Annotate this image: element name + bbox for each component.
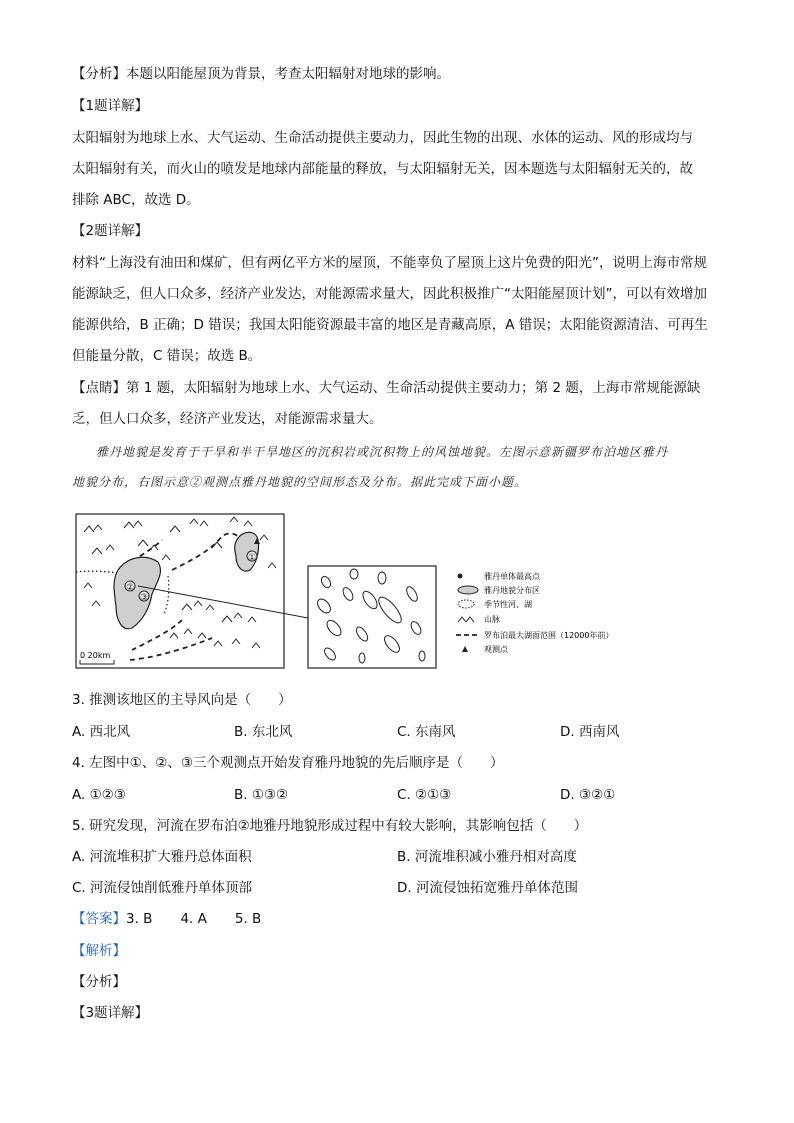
analysis-paragraph: 【分析】本题以阳能屋顶为背景，考查太阳辐射对地球的影响。	[72, 66, 450, 82]
q1-detail-line: 太阳辐射为地球上水、大气运动、生命活动提供主要动力，因此生物的出现、水体的运动、风的形成均与	[72, 130, 693, 146]
question-5-option-b: B. 河流堆积减小雅丹相对高度	[397, 849, 577, 865]
question-4-option-b: B. ①③②	[234, 787, 289, 803]
q2-detail-line: 材料“上海没有油田和煤矿，但有两亿平方米的屋顶，不能辜负了屋顶上这片免费的阳光”，说明上海市常规	[72, 255, 707, 271]
legend-peak: 雅丹单体最高点	[484, 572, 540, 581]
answer-value: 4. A	[180, 911, 207, 927]
answer-line	[72, 909, 261, 929]
q2-detail-line: 能源供给，B 正确；D 错误；我国太阳能资源最丰富的地区是青藏高原，A 错误；太阳能资源清洁、可再生	[72, 317, 708, 333]
point-3-label: ③	[139, 593, 149, 603]
q2-detail-line: 能源缺乏，但人口众多，经济产业发达，对能源需求量大，因此积极推广“太阳能屋顶计划”，可以有效增加	[72, 286, 707, 302]
explain-heading: 【解析】	[72, 943, 126, 959]
question-5-stem: 5. 研究发现，河流在罗布泊②地雅丹地貌形成过程中有较大影响，其影响包括（ ）	[72, 818, 588, 834]
q1-detail-line: 排除 ABC，故选 D。	[72, 192, 200, 208]
question-5-option-d: D. 河流侵蚀拓宽雅丹单体范围	[397, 880, 578, 896]
point-2-label: ②	[125, 583, 135, 593]
legend-lake-extent: 罗布泊最大湖面范围（12000年前）	[484, 631, 614, 640]
question-4-option-d: D. ③②①	[560, 787, 616, 803]
question-3-option-c: C. 东南风	[397, 724, 456, 740]
analysis-heading: 【分析】	[72, 974, 126, 990]
question-4-option-c: C. ②①③	[397, 787, 452, 803]
q1-detail-heading: 【1题详解】	[72, 98, 149, 114]
question-3-stem: 3. 推测该地区的主导风向是（ ）	[72, 692, 292, 708]
map-legend	[456, 571, 613, 654]
intro-line: 地貌分布，右图示意②观测点雅丹地貌的空间形态及分布。据此完成下面小题。	[72, 475, 528, 489]
legend-mountain: 山脉	[484, 615, 500, 624]
q3-detail-heading: 【3题详解】	[72, 1005, 149, 1021]
q2-detail-heading: 【2题详解】	[72, 223, 149, 239]
point-1-label: ①	[247, 553, 257, 563]
scale-label: 0 20km	[80, 651, 111, 660]
legend-river: 季节性河、湖	[484, 600, 532, 609]
highlight-line: 【点睛】第 1 题，太阳辐射为地球上水、大气运动、生命活动提供主要动力；第 2 题，上海市常规能源缺	[72, 380, 701, 396]
intro-line: 雅丹地貌是发育于干旱和半干旱地区的沉积岩或沉积物上的风蚀地貌。左图示意新疆罗布泊地区雅丹	[96, 445, 669, 459]
question-3-option-d: D. 西南风	[560, 724, 620, 740]
q2-detail-line: 但能量分散，C 错误；故选 B。	[72, 348, 262, 364]
q1-detail-line: 太阳辐射有关，而火山的喷发是地球内部能量的释放，与太阳辐射无关，因本题选与太阳辐射无关的，故	[72, 161, 693, 177]
question-3-option-a: A. 西北风	[72, 724, 131, 740]
question-4-option-a: A. ①②③	[72, 787, 126, 803]
legend-observation: 观测点	[484, 645, 508, 654]
answer-value: 5. B	[234, 911, 262, 927]
yardang-map-figure	[72, 510, 632, 670]
question-4-stem: 4. 左图中①、②、③三个观测点开始发育雅丹地貌的先后顺序是（ ）	[72, 755, 504, 771]
highlight-line: 乏，但人口众多，经济产业发达，对能源需求量大。	[72, 411, 383, 427]
question-5-option-a: A. 河流堆积扩大雅丹总体面积	[72, 849, 252, 865]
answer-label: 【答案】	[72, 911, 126, 927]
legend-area: 雅丹地貌分布区	[484, 586, 540, 595]
question-3-option-b: B. 东北风	[234, 724, 293, 740]
question-5-option-c: C. 河流侵蚀削低雅丹单体顶部	[72, 880, 253, 896]
answer-value: 3. B	[126, 911, 153, 927]
